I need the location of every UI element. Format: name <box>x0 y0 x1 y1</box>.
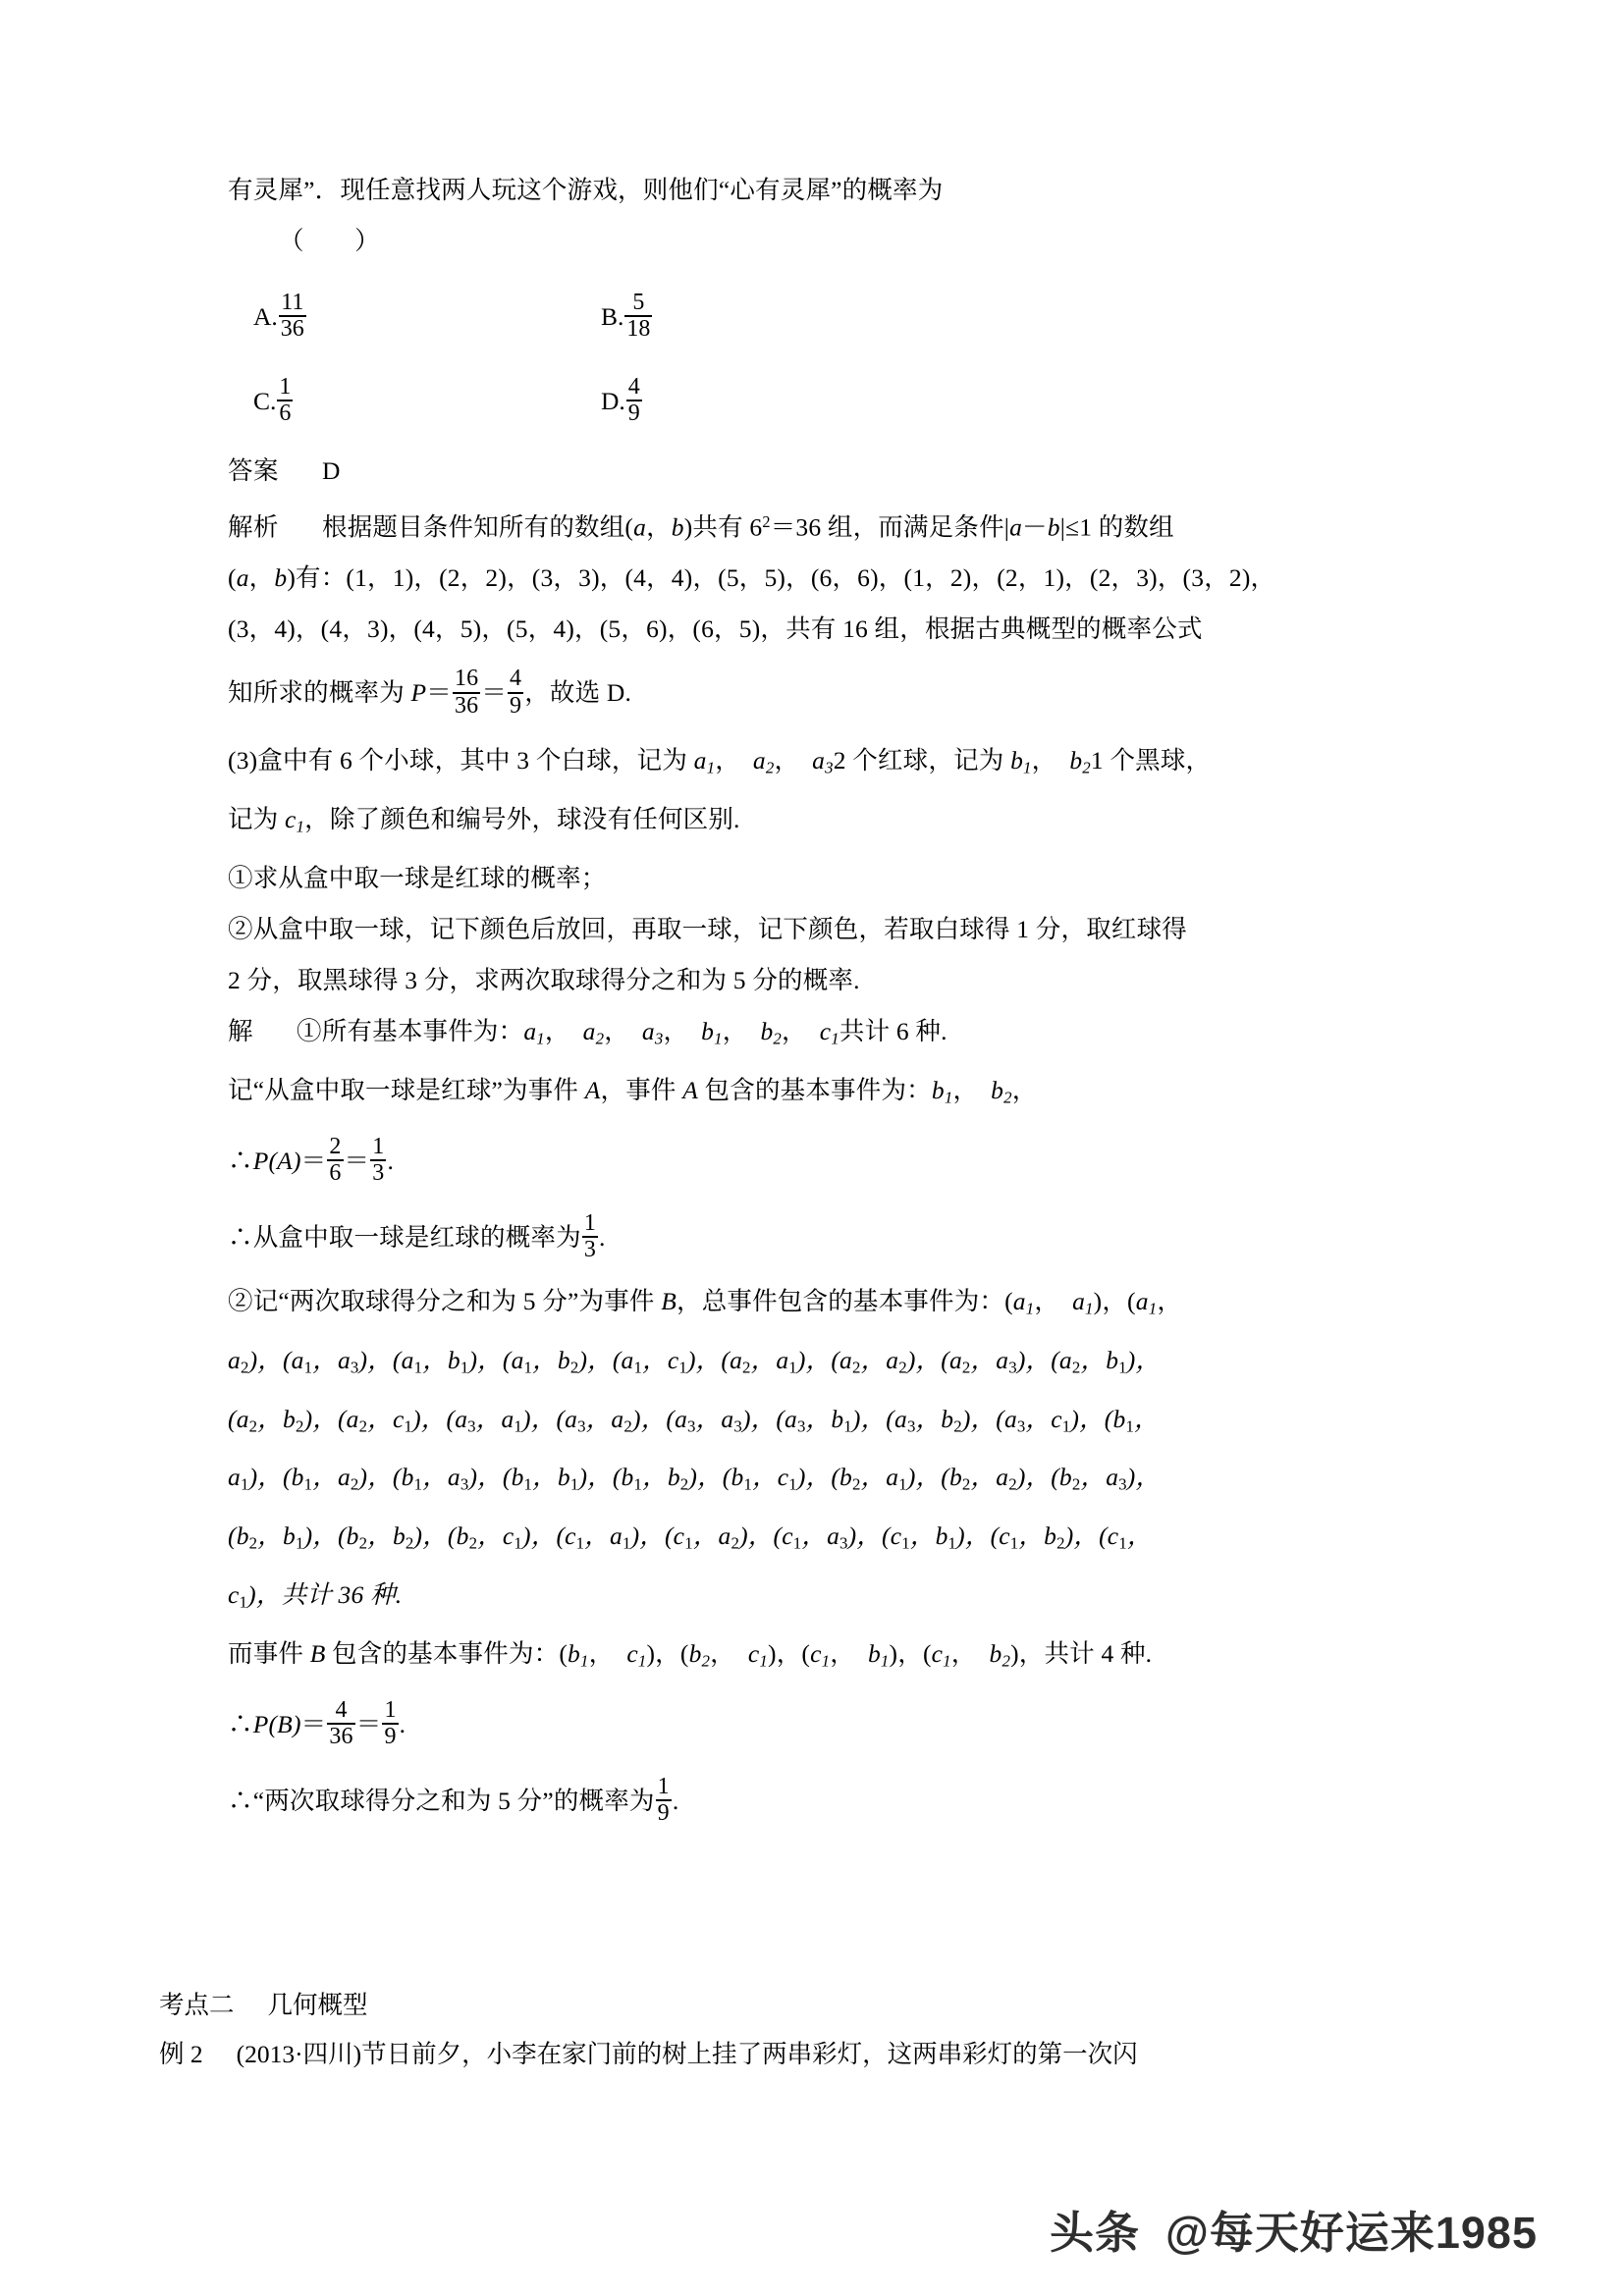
ball-b1: b <box>1010 746 1024 775</box>
event-B-2: B <box>309 1638 326 1668</box>
ball-a2: a <box>752 746 766 775</box>
solution-PB-formula <box>228 1686 1392 1763</box>
PB-frac1-num: 4 <box>335 1696 348 1723</box>
PB-tail: . <box>399 1710 406 1739</box>
option-a-label: A. <box>253 302 278 331</box>
sol1-b1-sub: 1 <box>944 1088 953 1107</box>
var-b-abs: b <box>1047 512 1060 542</box>
options-row-cd <box>228 359 1392 444</box>
comma-1: ， <box>646 512 672 542</box>
sol1-l2-c: 包含的基本事件为： <box>697 1075 932 1104</box>
var-a-2: a <box>236 563 249 593</box>
PB-fraction-4-36 <box>327 1698 354 1750</box>
event-A-2: A <box>682 1075 698 1104</box>
tuple-line-5-text: c1)，共计 36 种. <box>228 1579 403 1612</box>
ball-b2-sub: 2 <box>1082 759 1091 778</box>
answer-label: 答案 <box>228 456 280 485</box>
sol2-concl-tail: . <box>672 1787 679 1816</box>
answer-row <box>228 446 1392 497</box>
var-a-abs: a <box>1009 512 1023 542</box>
analysis-l4-tail: ，故选 D. <box>524 678 632 708</box>
sol-ball-a1-sub: 1 <box>536 1029 545 1048</box>
q3-stem2-b: ，除了颜色和编号外，球没有任何区别. <box>304 805 740 834</box>
q3-stem-e: ， <box>1031 746 1057 775</box>
PA-fraction-1-3 <box>370 1135 386 1187</box>
ball-a2-sub: 2 <box>765 759 775 778</box>
q3-stem-f: 1 个黑球， <box>1090 746 1212 775</box>
option-a[interactable] <box>228 275 540 359</box>
var-a: a <box>633 512 647 542</box>
sol2-a1-second: a <box>1072 1287 1086 1316</box>
PB-therefore: ∴ <box>228 1710 253 1739</box>
PA-symbol: P <box>252 1147 269 1176</box>
option-c-denominator: 6 <box>279 400 292 427</box>
q3-stem-d: 2 个红球，记为 <box>833 746 1011 775</box>
sol-ball-a2-sub: 2 <box>595 1029 605 1048</box>
analysis-line-4 <box>228 655 1392 731</box>
sol1-concl-num: 1 <box>583 1209 596 1236</box>
PB-frac2-den: 9 <box>384 1724 397 1750</box>
tuple-line-1-text: a2)，(a1，a3)，(a1，b1)，(a1，b2)，(a1，c1)，(a2，a1)，(a2，a2)，(a2，a3)，(a2，b1)， <box>228 1346 1162 1377</box>
solution-2-conclusion <box>228 1763 1392 1840</box>
solution-2-tuples-line-5 <box>228 1570 1392 1629</box>
open-paren-ab: ( <box>228 563 237 593</box>
sol1-l2-e: ， <box>1011 1075 1038 1104</box>
solution-PA-formula <box>228 1123 1392 1200</box>
answer-blank-parentheses <box>228 216 1392 267</box>
fav-b1-sub: 1 <box>580 1651 589 1671</box>
analysis-text-a: 根据题目条件知所有的数组( <box>322 512 634 542</box>
watermark-handle: @每天好运来1985 <box>1165 2208 1538 2258</box>
sol1-b1: b <box>931 1075 945 1104</box>
example-text: (2013·四川)节日前夕，小李在家门前的树上挂了两串彩灯，这两串彩灯的第一次闪 <box>236 2040 1138 2068</box>
PB-frac2-num: 1 <box>384 1696 397 1723</box>
option-b-label: B. <box>601 302 624 331</box>
sol1-concl-den: 3 <box>583 1237 596 1263</box>
ball-c1: c <box>284 805 297 834</box>
sol2-l2-b: 包含的基本事件为：( <box>325 1638 568 1668</box>
ball-c1-sub: 1 <box>296 817 305 836</box>
solution-2-tuples-line-3 <box>228 1452 1392 1511</box>
example-label: 例 2 <box>159 2040 203 2068</box>
question3-stem-line-1 <box>228 735 1392 794</box>
analysis-line-1 <box>228 497 1392 553</box>
sol2-a1-second-sub: 1 <box>1085 1300 1094 1318</box>
solution-2-line-1 <box>228 1276 1392 1335</box>
analysis-l2-pre: )有： <box>287 563 347 593</box>
watermark <box>1050 2197 1538 2261</box>
sol-ball-b2-sub: 2 <box>773 1029 783 1048</box>
q3-sub2-text-1: ②从盒中取一球，记下颜色后放回，再取一球，记下颜色，若取白球得 1 分，取红球得 <box>228 914 1188 943</box>
analysis-text-c: ＝36 组，而满足条件| <box>770 512 1010 542</box>
analysis-eq-2: ＝ <box>481 678 508 708</box>
kaodian-heading <box>159 1981 1455 2030</box>
solution-label: 解 <box>228 1016 254 1045</box>
sol1-concl-pre: ∴从盒中取一球是红球的概率为 <box>228 1223 581 1253</box>
option-d-label: D. <box>601 387 625 415</box>
ball-a1-sub: 1 <box>706 759 716 778</box>
option-d-numerator: 4 <box>627 373 640 400</box>
tuple-line-3-text: a1)，(b1，a2)，(b1，a3)，(b1，b1)，(b1，b2)，(b1，c1)，(b2，a1)，(b2，a2)，(b2，a3)， <box>228 1463 1162 1495</box>
sol-ball-b2: b <box>760 1016 774 1045</box>
ball-a3-sub: 3 <box>825 759 834 778</box>
sol1-b2: b <box>991 1075 1004 1104</box>
sol1-l2-d: ， <box>952 1075 979 1104</box>
analysis-line-2 <box>228 553 1392 604</box>
PB-eq-1: ＝ <box>300 1710 327 1739</box>
sol1-pre: ①所有基本事件为： <box>297 1016 524 1045</box>
fav-b2: b <box>688 1638 702 1668</box>
ball-a1: a <box>693 746 707 775</box>
fav-b1-b-sub: 1 <box>880 1651 890 1671</box>
options-row-ab <box>228 275 1392 359</box>
fav-c1-d: c <box>931 1638 944 1668</box>
fav-b2-b-sub: 2 <box>1001 1651 1011 1671</box>
fav-c1-a-sub: 1 <box>637 1651 647 1671</box>
solution-line-1: 解 ①所有基本事件为：$a_1$， $a_2$， $a_3$， $b_1$， $b_2$， $c_1$共计 6 种. <box>228 1016 947 1048</box>
analysis-label: 解析 <box>228 512 280 542</box>
analysis-tuples-line3: (3，4)，(4，3)，(4，5)，(5，4)，(5，6)，(6，5)，共有 16 组，根据古典概型的概率公式 <box>228 614 1203 644</box>
question3-stem-line-2 <box>228 794 1392 853</box>
solution-1-conclusion <box>228 1200 1392 1276</box>
ball-a3: a <box>812 746 826 775</box>
sol1-l2-a: 记“从盒中取一球是红球”为事件 <box>228 1075 585 1104</box>
fav-c1-a: c <box>626 1638 638 1668</box>
analysis-frac1-den: 36 <box>454 692 479 719</box>
PB-arg: (B) <box>268 1710 301 1739</box>
sol2-a1-first-sub: 1 <box>1025 1300 1035 1318</box>
sol2-l1-a: ②记“两次取球得分之和为 5 分”为事件 <box>228 1287 662 1316</box>
sol2-a1-first: a <box>1012 1287 1026 1316</box>
q3-stem2-a: 记为 <box>228 805 285 834</box>
analysis-eq-1: ＝ <box>426 678 452 708</box>
option-d-fraction <box>626 375 642 427</box>
PB-fraction-1-9 <box>382 1698 398 1750</box>
section-kaodian-2 <box>159 1981 1455 2079</box>
sol-ball-c1: c <box>819 1016 832 1045</box>
PA-therefore: ∴ <box>228 1147 253 1176</box>
example-2-line <box>159 2030 1455 2079</box>
watermark-brand: 头条 <box>1049 2208 1140 2258</box>
option-b-denominator: 18 <box>626 316 651 343</box>
analysis-fraction-16-36 <box>453 667 480 719</box>
analysis-frac2-den: 9 <box>510 692 522 719</box>
PA-fraction-2-6 <box>327 1135 343 1187</box>
analysis-l4-pre: 知所求的概率为 <box>228 678 411 708</box>
analysis-text-d: |≤1 的数组 <box>1059 512 1174 542</box>
question3-sub2-line-1 <box>228 904 1392 955</box>
option-c[interactable] <box>228 359 540 444</box>
tuple-line-4-text: (b2，b1)，(b2，b2)，(b2，c1)，(c1，a1)，(c1，a2)，(c1，a3)，(c1，b1)，(c1，b2)，(c1， <box>228 1522 1153 1553</box>
option-d-denominator: 9 <box>627 400 640 427</box>
analysis-fraction-4-9 <box>508 667 523 719</box>
blank-paren-text: （ ） <box>279 227 380 255</box>
sol2-concl-den: 9 <box>657 1800 670 1827</box>
solution-2-tuples-line-2 <box>228 1394 1392 1453</box>
sol2-concl-num: 1 <box>657 1773 670 1799</box>
solution-2-line-2: 而事件 B 包含的基本事件为：($b_1$， $c_1$)，($b_2$， $c_1$)，($c_1$， $b_1$)，($c_1$， $b_2$)，共计 4 种. <box>228 1638 1153 1671</box>
sol1-concl-tail: . <box>599 1223 606 1253</box>
sol2-a1-third-sub: 1 <box>1148 1300 1158 1318</box>
sol-ball-c1-sub: 1 <box>831 1029 839 1048</box>
fav-c1-c-sub: 1 <box>821 1651 831 1671</box>
PA-frac2-num: 1 <box>372 1133 385 1159</box>
exponent-2: 2 <box>762 512 771 531</box>
PA-frac2-den: 3 <box>372 1160 385 1187</box>
sol2-l2-a: 而事件 <box>228 1638 310 1668</box>
event-B-1: B <box>661 1287 677 1316</box>
sol2-l1-b: ，总事件包含的基本事件为：( <box>677 1287 1013 1316</box>
question3-sub1 <box>228 853 1392 904</box>
minus-sign: － <box>1022 512 1048 542</box>
PA-eq-2: ＝ <box>344 1147 370 1176</box>
sol2-l1-c: ， <box>1034 1287 1060 1316</box>
sol2-concl-pre: ∴“两次取球得分之和为 5 分”的概率为 <box>228 1787 655 1816</box>
PB-frac1-den: 36 <box>329 1724 353 1750</box>
q3-sub2-text-2: 2 分，取黑球得 3 分，求两次取球得分之和为 5 分的概率. <box>228 965 860 994</box>
sol-ball-a3: a <box>641 1016 655 1045</box>
sol2-l2-tail: ，共计 4 种. <box>1018 1638 1153 1668</box>
kaodian-label: 考点二 <box>159 1991 235 2019</box>
sol1-tail: 共计 6 种. <box>839 1016 947 1045</box>
fav-b1: b <box>568 1638 580 1668</box>
ball-b1-sub: 1 <box>1023 759 1032 778</box>
fav-b2-sub: 2 <box>701 1651 711 1671</box>
sol1-concl-fraction <box>582 1211 598 1263</box>
fav-c1-b: c <box>747 1638 760 1668</box>
fav-b1-b: b <box>867 1638 881 1668</box>
ball-b2: b <box>1069 746 1083 775</box>
sol-ball-b1: b <box>701 1016 715 1045</box>
sol1-b2-sub: 2 <box>1003 1088 1012 1107</box>
option-d[interactable] <box>540 359 888 444</box>
analysis-tuples-line2: (1，1)，(2，2)，(3，3)，(4，4)，(5，5)，(6，6)，(1，2)，(2，1)，(2，3)，(3，2)， <box>346 563 1276 593</box>
solution-2-tuples-line-1 <box>228 1335 1392 1394</box>
option-b[interactable] <box>540 275 888 359</box>
PA-frac1-num: 2 <box>329 1133 342 1159</box>
var-b: b <box>671 512 684 542</box>
sol2-l1-comma: ， <box>1157 1287 1183 1316</box>
fav-b2-b: b <box>989 1638 1002 1668</box>
page-content <box>228 165 1392 1840</box>
option-a-denominator: 36 <box>280 316 304 343</box>
option-b-numerator: 5 <box>632 289 645 315</box>
PA-eq-1: ＝ <box>300 1147 327 1176</box>
prob-symbol-P: P <box>410 678 427 708</box>
option-b-fraction <box>624 291 652 343</box>
option-c-numerator: 1 <box>279 373 292 400</box>
var-b-2: b <box>274 563 288 593</box>
fav-c1-b-sub: 1 <box>759 1651 769 1671</box>
solution-line-2 <box>228 1065 1392 1124</box>
question3-sub2-line-2 <box>228 955 1392 1006</box>
PB-eq-2: ＝ <box>355 1710 382 1739</box>
sol-ball-a1: a <box>523 1016 537 1045</box>
question-stem-tail <box>228 165 1392 216</box>
q3-stem-b: ， <box>715 746 740 775</box>
PA-frac1-den: 6 <box>329 1160 342 1187</box>
fav-c1-c: c <box>810 1638 822 1668</box>
sol-ball-a2: a <box>582 1016 596 1045</box>
sol2-l1-d: )，( <box>1093 1287 1136 1316</box>
option-a-fraction <box>279 291 306 343</box>
tuple-line-2-text: (a2，b2)，(a2，c1)，(a3，a1)，(a3，a2)，(a3，a3)，(a3，b1)，(a3，b2)，(a3，c1)，(b1， <box>228 1404 1160 1436</box>
analysis-line-3 <box>228 604 1392 655</box>
sol2-a1-third: a <box>1135 1287 1149 1316</box>
analysis-frac2-num: 4 <box>510 666 522 692</box>
question-stem-text: 有灵犀”．现任意找两人玩这个游戏，则他们“心有灵犀”的概率为 <box>228 176 944 204</box>
option-c-label: C. <box>253 387 277 415</box>
q3-stem-a: (3)盒中有 6 个小球，其中 3 个白球，记为 <box>228 746 694 775</box>
comma-2: ， <box>248 563 275 593</box>
analysis-text-b: )共有 6 <box>683 512 763 542</box>
solution-2-tuples-line-4 <box>228 1511 1392 1570</box>
sol-ball-a3-sub: 3 <box>654 1029 664 1048</box>
PA-arg: (A) <box>268 1147 301 1176</box>
answer-value: D <box>322 456 341 485</box>
analysis-frac1-num: 16 <box>454 666 479 692</box>
event-A-1: A <box>584 1075 601 1104</box>
option-a-numerator: 11 <box>281 289 304 315</box>
sol-ball-b1-sub: 1 <box>714 1029 723 1048</box>
fav-c1-d-sub: 1 <box>943 1651 951 1671</box>
PB-symbol: P <box>252 1710 269 1739</box>
sol2-concl-fraction <box>656 1775 672 1827</box>
kaodian-title: 几何概型 <box>267 1991 368 2019</box>
q3-sub1-text: ①求从盒中取一球是红球的概率； <box>228 863 607 892</box>
PA-tail: . <box>387 1147 395 1176</box>
option-c-fraction <box>277 375 293 427</box>
q3-stem-c: ， <box>774 746 800 775</box>
sol1-l2-b: ，事件 <box>600 1075 683 1104</box>
